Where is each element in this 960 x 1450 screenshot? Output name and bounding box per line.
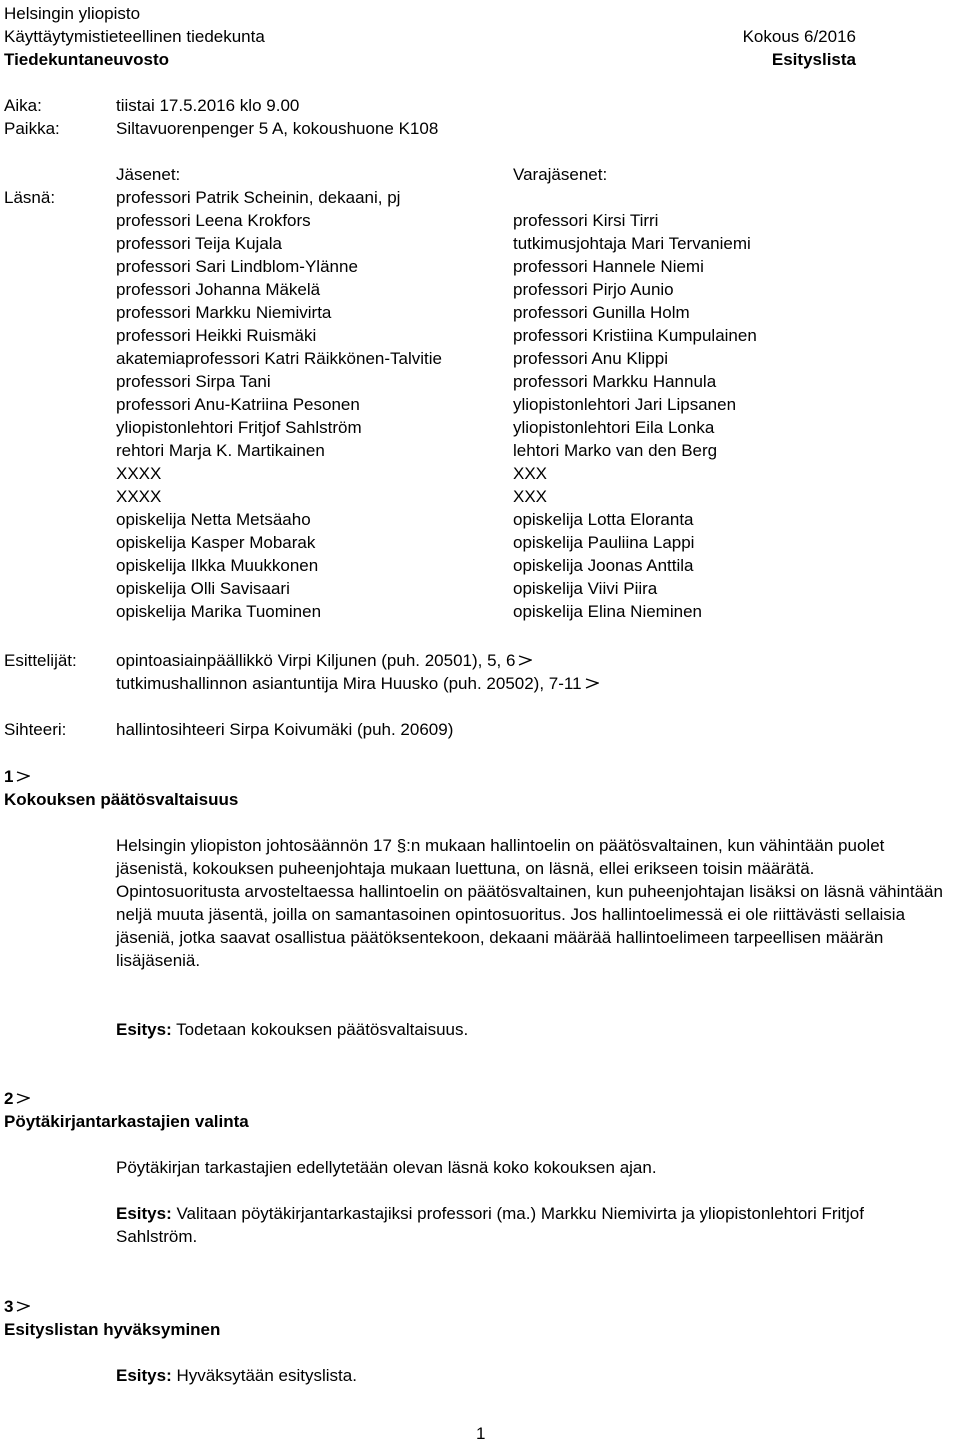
member-name: professori Johanna Mäkelä <box>116 280 321 299</box>
member-name: XXXX <box>116 487 162 506</box>
deputy-name: opiskelija Elina Nieminen <box>513 602 702 621</box>
member-name: rehtori Marja K. Martikainen <box>116 441 325 460</box>
deputy-name: professori Markku Hannula <box>513 372 717 391</box>
secretary-label: Sihteeri: <box>4 720 67 739</box>
deputy-name: XXX <box>513 464 548 483</box>
item-3-proposal <box>116 1364 357 1387</box>
document-type: Esityslista <box>771 50 856 69</box>
attendance-row <box>0 370 960 393</box>
deputy-name: yliopistonlehtori Eila Lonka <box>513 418 715 437</box>
deputy-name: opiskelija Joonas Anttila <box>513 556 694 575</box>
page-number: 1 <box>476 1424 486 1443</box>
chair-name: professori Patrik Scheinin, dekaani, pj <box>116 188 401 207</box>
deputy-name: professori Gunilla Holm <box>513 303 690 322</box>
item-2-number-text: 2 <box>4 1089 14 1108</box>
deputy-name: opiskelija Viivi Piira <box>513 579 658 598</box>
item-2-paragraph-1: Pöytäkirjan tarkastajien edellytetään olevan läsnä koko kokouksen ajan. <box>116 1158 657 1177</box>
attendance-row <box>0 531 960 554</box>
member-name: akatemiaprofessori Katri Räikkönen-Talvitie <box>116 349 442 368</box>
secretary-value: hallintosihteeri Sirpa Koivumäki (puh. 20609) <box>116 720 454 739</box>
deputy-name: professori Kristiina Kumpulainen <box>513 326 757 345</box>
proposal-label: Esitys: <box>116 1366 172 1385</box>
presenter-line-1 <box>116 649 532 672</box>
member-name: opiskelija Netta Metsäaho <box>116 510 311 529</box>
deputy-name: opiskelija Lotta Eloranta <box>513 510 694 529</box>
deputy-name: professori Kirsi Tirri <box>513 211 659 230</box>
item-1-body <box>116 834 956 972</box>
deputy-name: professori Hannele Niemi <box>513 257 704 276</box>
attendance-row <box>0 439 960 462</box>
attendance-row <box>0 278 960 301</box>
deputy-name: professori Pirjo Aunio <box>513 280 674 299</box>
proposal-label: Esitys: <box>116 1020 172 1039</box>
chair-row <box>0 186 960 209</box>
attendance-row <box>0 485 960 508</box>
revision-mark-icon <box>16 770 30 782</box>
presenters-label: Esittelijät: <box>4 651 77 670</box>
member-name: opiskelija Olli Savisaari <box>116 579 290 598</box>
revision-mark-icon <box>518 654 532 666</box>
place-value: Siltavuorenpenger 5 A, kokoushuone K108 <box>116 119 439 138</box>
presenter-line-2 <box>116 672 599 695</box>
time-label: Aika: <box>4 96 42 115</box>
member-name: opiskelija Kasper Mobarak <box>116 533 316 552</box>
present-label: Läsnä: <box>4 188 56 207</box>
attendance-row <box>0 577 960 600</box>
member-name: professori Markku Niemivirta <box>116 303 332 322</box>
revision-mark-icon <box>16 1300 30 1312</box>
member-name: yliopistonlehtori Fritjof Sahlström <box>116 418 362 437</box>
attendance-row <box>0 508 960 531</box>
deputy-name: lehtori Marko van den Berg <box>513 441 718 460</box>
member-name: professori Teija Kujala <box>116 234 282 253</box>
faculty-name: Käyttäytymistieteellinen tiedekunta <box>4 27 265 46</box>
member-name: opiskelija Marika Tuominen <box>116 602 322 621</box>
member-name: opiskelija Ilkka Muukkonen <box>116 556 319 575</box>
attendance-row <box>0 554 960 577</box>
item-2-title: Pöytäkirjantarkastajien valinta <box>4 1112 249 1131</box>
item-3-number <box>4 1295 30 1318</box>
member-name: professori Sari Lindblom-Ylänne <box>116 257 358 276</box>
deputy-name: professori Anu Klippi <box>513 349 668 368</box>
item-1-proposal <box>116 1018 468 1041</box>
attendance-row <box>0 600 960 623</box>
deputies-header: Varajäsenet: <box>513 165 608 184</box>
revision-mark-icon <box>16 1092 30 1104</box>
attendance-row <box>0 416 960 439</box>
attendance-header-row <box>0 163 960 186</box>
meeting-number: Kokous 6/2016 <box>742 27 856 46</box>
proposal-text: Hyväksytään esityslista. <box>176 1366 357 1385</box>
member-name: professori Sirpa Tani <box>116 372 271 391</box>
presenter-2-text: tutkimushallinnon asiantuntija Mira Huusko (puh. 20502), 7-11 <box>116 674 582 693</box>
member-name: XXXX <box>116 464 162 483</box>
attendance-row <box>0 393 960 416</box>
council-name: Tiedekuntaneuvosto <box>4 50 169 69</box>
proposal-text: Valitaan pöytäkirjantarkastajiksi professori (ma.) Markku Niemivirta ja yliopistonlehtori Fritjof Sahlström. <box>116 1204 864 1246</box>
attendance-row <box>0 209 960 232</box>
deputy-name: XXX <box>513 487 548 506</box>
members-header: Jäsenet: <box>116 165 181 184</box>
attendance-row <box>0 324 960 347</box>
proposal-text: Todetaan kokouksen päätösvaltaisuus. <box>176 1020 469 1039</box>
item-2-proposal <box>116 1202 946 1248</box>
attendance-row <box>0 301 960 324</box>
item-3-title: Esityslistan hyväksyminen <box>4 1320 221 1339</box>
item-1-paragraph-1: Helsingin yliopiston johtosäännön 17 §:n mukaan hallintoelin on päätösvaltainen, kun vähintään puolet jäsenistä, kokouksen puheenjohtaja mukaan luettuna, on läsnä, ellei erikseen toisin määrätä. <box>116 836 885 878</box>
deputy-name: opiskelija Pauliina Lappi <box>513 533 695 552</box>
attendance-row <box>0 347 960 370</box>
item-1-number-text: 1 <box>4 767 14 786</box>
time-value: tiistai 17.5.2016 klo 9.00 <box>116 96 300 115</box>
member-name: professori Heikki Ruismäki <box>116 326 317 345</box>
deputy-name: tutkimusjohtaja Mari Tervaniemi <box>513 234 751 253</box>
item-3-number-text: 3 <box>4 1297 14 1316</box>
attendance-row <box>0 255 960 278</box>
attendance-row <box>0 232 960 255</box>
presenter-1-text: opintoasiainpäällikkö Virpi Kiljunen (puh. 20501), 5, 6 <box>116 651 516 670</box>
university-name: Helsingin yliopisto <box>4 4 141 23</box>
item-2-number <box>4 1087 30 1110</box>
place-label: Paikka: <box>4 119 60 138</box>
deputy-name: yliopistonlehtori Jari Lipsanen <box>513 395 737 414</box>
item-1-number <box>4 765 30 788</box>
member-name: professori Anu-Katriina Pesonen <box>116 395 360 414</box>
proposal-label: Esitys: <box>116 1204 172 1223</box>
revision-mark-icon <box>585 677 599 689</box>
item-1-paragraph-2: Opintosuoritusta arvosteltaessa hallintoelin on päätösvaltainen, kun puheenjohtajan lisäksi on läsnä vähintään neljä muuta jäsentä, joilla on samantasoinen opintosuoritus. Jos hallintoelimessä ei ole riittävästi sellaisia jäseniä, jotka saavat osallistua päätöksentekoon, dekaani määrää hallintoelimeen tarpeellisen määrän lisäjäseniä. <box>116 882 943 970</box>
item-1-title: Kokouksen päätösvaltaisuus <box>4 790 239 809</box>
attendance-row <box>0 462 960 485</box>
member-name: professori Leena Krokfors <box>116 211 311 230</box>
